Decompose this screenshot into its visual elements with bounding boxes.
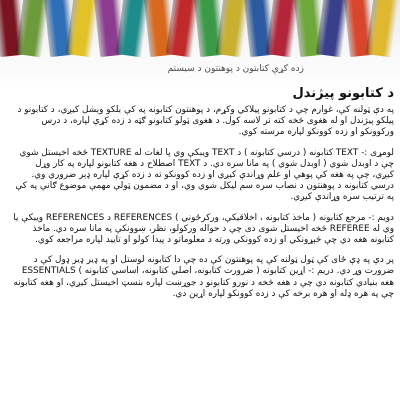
document-title: د کتابونو پیژندل	[292, 86, 394, 101]
paragraph-text-books: لومړی :- TEXT کتابونه ( درسي کتابونه ) د TEXT ویبکې وي پا لغات له TEXTURE څخه اخیستل شوي چې د اوبدل شوي ( اوبدل شوي ) په مانا سره دي. د TEXT اصطلاح د هغه کتابونو لپاره په کار وړل کیږي، چې په هغه کې پوهې او علم وړاندې کیږي او زده کوونکو ته د زده کړې لپاره ډېر ضروري وي. درسي کتابونه د پوهنتون د نصاب سره سم لیکل شوي وي، او د مضمون ټولې مهمې موضوع ګانې په کې په ترتیب سره وړاندې کیږي.	[15, 147, 394, 203]
banner-caption: زده کړې کتابتون د پوهنتون د سیستم	[167, 64, 304, 74]
document-body	[12, 86, 394, 400]
paragraph-intro: په دې ټولنه کې، غوارم چې د کتابونو پیلاکي وکړم، د پوهنتون کتابونه په کې بلکو وېشل کیږي، د کتابونو د پیلکو پیژندل او له هغوی څخه کته تر لاسه کول. د هغوی ټولو کتابونو ګټه د زده کړې لپاره، د درس ورکوونکو او زده کوونکو لپاره مرسته کوي.	[17, 105, 394, 138]
paragraph-reference-books: دویم :- مرجع کتابونه ( ماخذ کتابونه ، اخلاقیکې، ورکرځوني ) REFERENCES د REFERENCES ویبکې یا وي له REFEREE څخه اخیستل شوی دی چې د حواله ورکولو، نظر، ښوونکې په مانا سره دي. ماخذ کتابونه هغه دي چې څېړونکي او زده کوونکي ورته د معلوماتو د پیدا کولو او تایید لپاره مراجعه کوي.	[13, 212, 394, 246]
header-banner	[0, 0, 400, 86]
paragraph-essential-books: پر دې په ډې ځای کې ټول ټولنه کې په پوهنتون کې ده چې دا کتابونه لوستل او په ډیر ډیر ډول کې د ضرورت وړ دي. دریم :- اړین کتابونه ( ضرورت کتابونه، اصلي کتابونه، اساسي کتابونه ) ESSENTIALS هغه بنیادي کتابونه دي چې د هغه څخه د نورو کتابونو د جوړښت لپاره بنسټ اخیستل کیږي، او هغه کتابونه چې په هره ډله او هره برخه کې د زده کوونکو لپاره اړین دي.	[13, 255, 394, 299]
